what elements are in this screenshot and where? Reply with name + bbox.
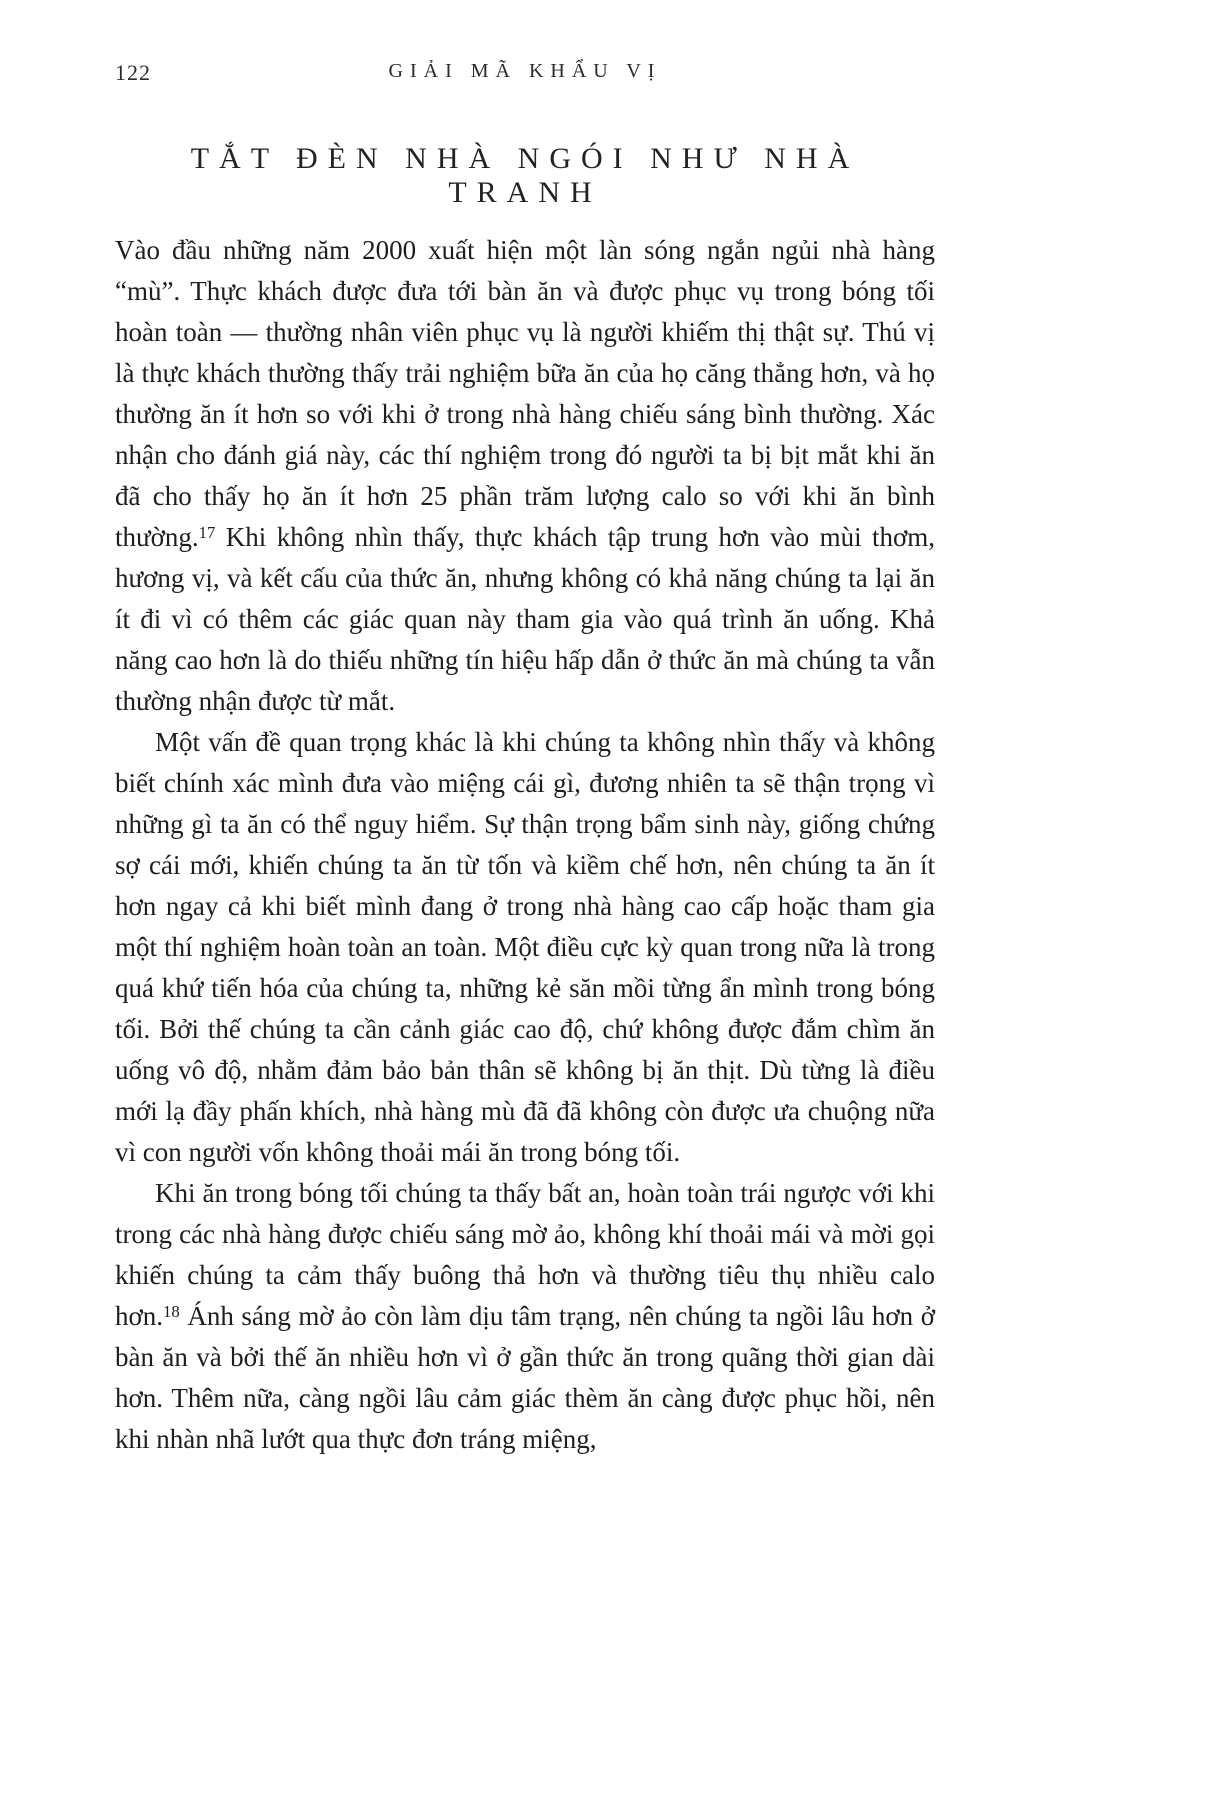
paragraph-text: Một vấn đề quan trọng khác là khi chúng ta không nhìn thấy và không biết chính xác mình đưa vào miệng cái gì, đương nhiên ta sẽ thận trọng vì những gì ta ăn có thể nguy hiểm. Sự thận trọng bẩm sinh này, giống chứng sợ cái mới, khiến chúng ta ăn từ tốn và kiềm chế hơn, nên chúng ta ăn ít hơn ngay cả khi biết mình đang ở trong nhà hàng cao cấp hoặc tham gia một thí nghiệm hoàn toàn an toàn. Một điều cực kỳ quan trong nữa là trong quá khứ tiến hóa của chúng ta, những kẻ săn mồi từng ẩn mình trong bóng tối. Bởi thế chúng ta cần cảnh giác cao độ, chứ không được đắm chìm ăn uống vô độ, nhằm đảm bảo bản thân sẽ không bị ăn thịt. Dù từng là điều mới lạ đầy phấn khích, nhà hàng mù đã đã không còn được ưa chuộng nữa vì con người vốn không thoải mái ăn trong bóng tối.: [115, 727, 935, 1167]
footnote-reference: 18: [163, 1302, 180, 1322]
running-title: GIẢI MÃ KHẨU VỊ: [388, 60, 662, 82]
section-title: TẮT ĐÈN NHÀ NGÓI NHƯ NHÀ TRANH: [190, 142, 860, 209]
paragraph-text: Vào đầu những năm 2000 xuất hiện một làn sóng ngắn ngủi nhà hàng “mù”. Thực khách được đưa tới bàn ăn và được phục vụ trong bóng tối hoàn toàn — thường nhân viên phục vụ là người khiếm thị thật sự. Thú vị là thực khách thường thấy trải nghiệm bữa ăn của họ căng thẳng hơn, và họ thường ăn ít hơn so với khi ở trong nhà hàng chiếu sáng bình thường. Xác nhận cho đánh giá này, các thí nghiệm trong đó người ta bị bịt mắt khi ăn đã cho thấy họ ăn ít hơn 25 phần trăm lượng calo so với khi ăn bình thường.: [115, 235, 935, 552]
paragraph: [115, 1173, 935, 1460]
paragraph-text: Ánh sáng mờ ảo còn làm dịu tâm trạng, nên chúng ta ngồi lâu hơn ở bàn ăn và bởi thế ăn nhiều hơn vì ở gần thức ăn trong quãng thời gian dài hơn. Thêm nữa, càng ngồi lâu cảm giác thèm ăn càng được phục hồi, nên khi nhàn nhã lướt qua thực đơn tráng miệng,: [115, 1301, 935, 1454]
footnote-reference: 17: [198, 523, 216, 543]
paragraph: [115, 230, 935, 722]
paragraph-text: Khi ăn trong bóng tối chúng ta thấy bất an, hoàn toàn trái ngược với khi trong các nhà hàng được chiếu sáng mờ ảo, không khí thoải mái và mời gọi khiến chúng ta cảm thấy buông thả hơn và thường tiêu thụ nhiều calo hơn.: [115, 1178, 935, 1331]
paragraph-text: Khi không nhìn thấy, thực khách tập trung hơn vào mùi thơm, hương vị, và kết cấu của thức ăn, nhưng không có khả năng chúng ta lại ăn ít đi vì có thêm các giác quan này tham gia vào quá trình ăn uống. Khả năng cao hơn là do thiếu những tín hiệu hấp dẫn ở thức ăn mà chúng ta vẫn thường nhận được từ mắt.: [115, 522, 935, 716]
paragraph: [115, 722, 935, 1173]
body-text: [115, 230, 935, 1460]
running-header: [115, 60, 935, 90]
page-number: 122: [115, 60, 151, 85]
